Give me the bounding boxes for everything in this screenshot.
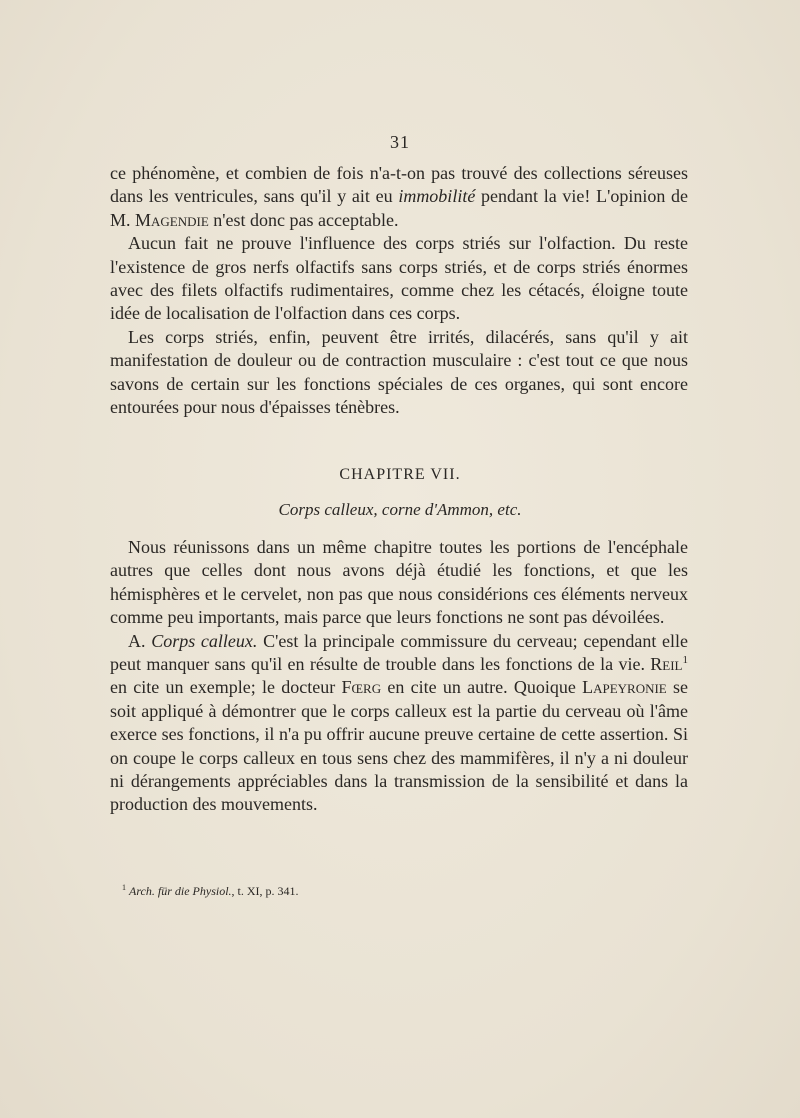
top-text-block bbox=[110, 162, 688, 419]
paragraph-3 bbox=[110, 326, 688, 420]
paragraph-5 bbox=[110, 630, 688, 817]
paragraph-4 bbox=[110, 536, 688, 630]
text-run: Nous réunissons dans un même chapitre toutes les portions de l'encéphale autres que celles dont nous avons déjà étudié les fonctions, et que les hémisphères et le cervelet, non pas que nous considérions ces éléments nerveux comme peu importants, mais parce que leurs fonctions ne sont pas dévoilées. bbox=[110, 537, 688, 628]
text-run: se soit appliqué à démontrer que le corps calleux est la partie du cerveau où l'âme exerce ses fonctions, il n'a pu offrir aucune preuve certaine de cette assertion. Si on coupe le corps calleux en tous sens chez des mammifères, il n'y a ni douleur ni dérangements appréciables dans la transmission de la sensibilité et dans la production des mouvements. bbox=[110, 677, 689, 815]
text-run: Arch. für die Physiol. bbox=[129, 884, 232, 898]
page-number: 31 bbox=[390, 132, 410, 152]
footnote-text bbox=[129, 884, 299, 898]
text-run: C'est la principale commissure du cerveau; cependant elle peut manquer sans qu'il en résulte de trouble dans les fonctions de la vie. bbox=[110, 630, 689, 675]
paragraph-1 bbox=[110, 162, 688, 232]
footnote bbox=[122, 884, 682, 899]
text-run: , t. XI, p. 341. bbox=[231, 884, 299, 898]
text-run: Magendie bbox=[135, 209, 209, 230]
chapter-title: CHAPITRE VII. bbox=[339, 466, 461, 483]
chapter-subtitle: Corps calleux, corne d'Ammon, etc. bbox=[278, 500, 522, 519]
text-run: en cite un exemple; le docteur bbox=[110, 677, 342, 698]
text-run: A. bbox=[128, 630, 152, 651]
text-run: ce phénomène, et combien de fois n'a-t-on pas trouvé des collections séreuses dans les ventricules, sans qu'il y ait eu bbox=[110, 163, 688, 207]
paragraph-2 bbox=[110, 232, 688, 326]
text-run: Les corps striés, enfin, peuvent être irrités, dilacérés, sans qu'il y ait manifestation de douleur ou de contraction musculaire : c'est tout ce que nous savons de certain sur les fonctions spéciales de ces organes, qui sont encore entourées pour nous d'épaisses ténèbres. bbox=[110, 326, 688, 418]
text-run: 1 bbox=[682, 654, 688, 667]
text-run: Lapeyronie bbox=[582, 677, 667, 698]
footnote-marker: 1 bbox=[122, 883, 126, 892]
text-run: Corps calleux. bbox=[151, 630, 258, 651]
text-run: Fœrg bbox=[341, 677, 382, 698]
text-run: n'est donc pas acceptable. bbox=[208, 209, 399, 230]
bottom-text-block bbox=[110, 536, 688, 817]
text-run: en cite un autre. Quoique bbox=[381, 677, 583, 698]
text-run: immobilité bbox=[398, 186, 476, 207]
text-run: pendant la vie! L'opinion de M. bbox=[110, 186, 689, 230]
text-run: Reil bbox=[650, 654, 683, 675]
text-run: Aucun fait ne prouve l'influence des corps striés sur l'olfaction. Du reste l'existence de gros nerfs olfactifs sans corps striés, et de corps striés énormes avec des filets olfactifs rudimentaires, comme chez les cétacés, éloigne toute idée de localisation de l'olfaction dans ces corps. bbox=[110, 233, 688, 324]
